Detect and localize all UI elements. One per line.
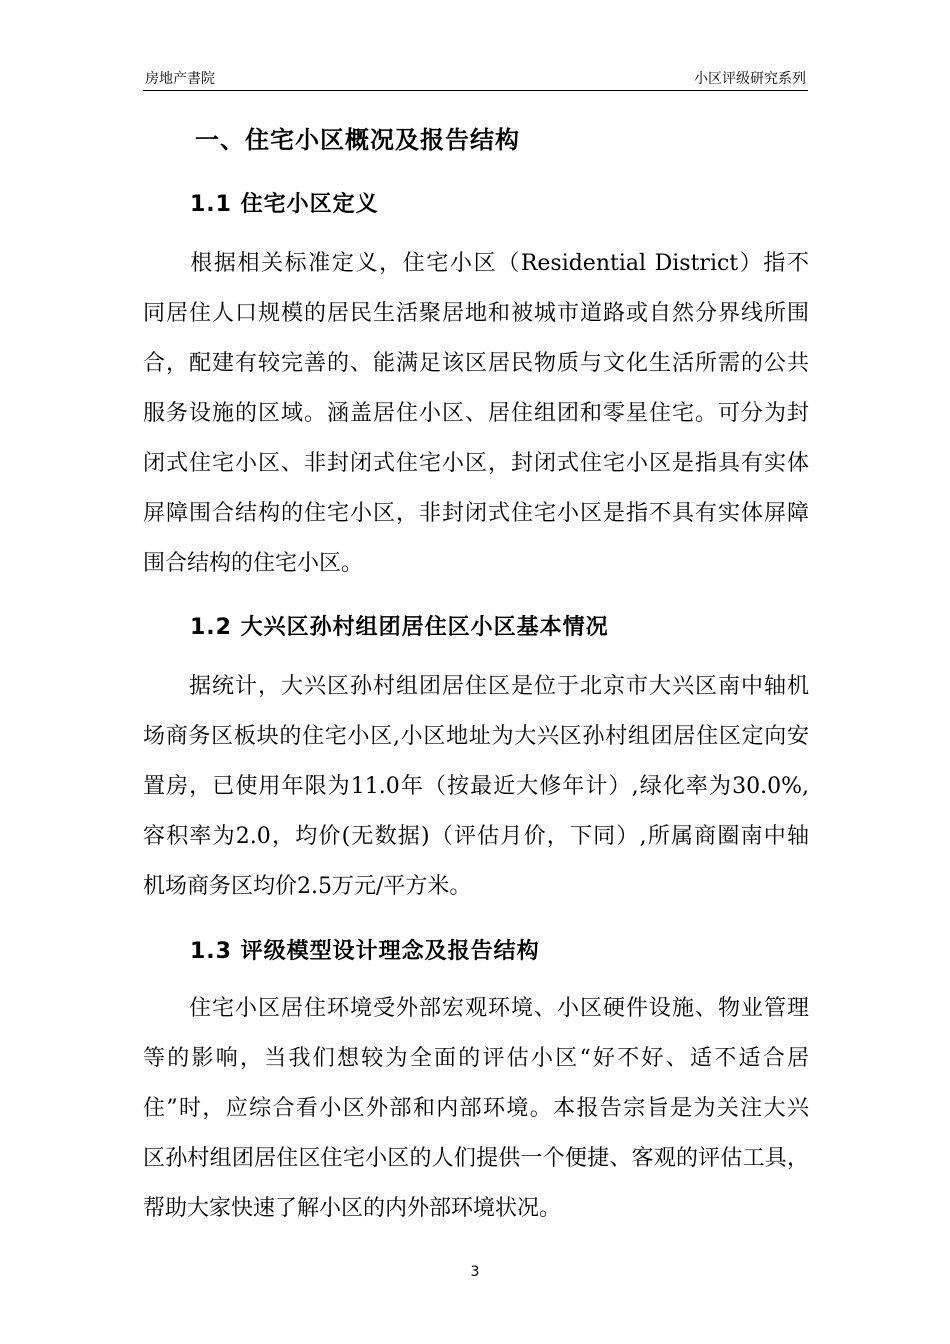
paragraph-line: 合，配建有较完善的、能满足该区居民物质与文化生活所需的公共 bbox=[143, 351, 809, 376]
header-publisher: 房地产書院 bbox=[145, 71, 215, 87]
page-header bbox=[143, 64, 808, 91]
paragraph-line: 服务设施的区域。涵盖居住小区、居住组团和零星住宅。可分为封 bbox=[143, 401, 809, 426]
heading-1-2: 1.2 大兴区孙村组团居住区小区基本情况 bbox=[190, 615, 609, 640]
heading-1-1: 1.1 住宅小区定义 bbox=[190, 192, 379, 217]
paragraph-line: 同居住人口规模的居民生活聚居地和被城市道路或自然分界线所围 bbox=[143, 301, 809, 326]
heading-1-3: 1.3 评级模型设计理念及报告结构 bbox=[190, 939, 540, 964]
paragraph-line: 容积率为2.0，均价(无数据)（评估月价，下同）,所属商圈南中轴 bbox=[143, 824, 809, 849]
paragraph-line: 机场商务区均价2.5万元/平方米。 bbox=[143, 874, 472, 899]
section-title: 一、住宅小区概况及报告结构 bbox=[195, 126, 520, 154]
paragraph-line: 围合结构的住宅小区。 bbox=[143, 551, 364, 576]
paragraph-1-3 bbox=[143, 984, 809, 1234]
paragraph-line: 帮助大家快速了解小区的内外部环境状况。 bbox=[143, 1196, 562, 1221]
paragraph-line: 屏障围合结构的住宅小区，非封闭式住宅小区是指不具有实体屏障 bbox=[143, 501, 809, 526]
paragraph-line: 闭式住宅小区、非封闭式住宅小区，封闭式住宅小区是指具有实体 bbox=[143, 451, 809, 476]
paragraph-line: 置房，已使用年限为11.0年（按最近大修年计）,绿化率为30.0%, bbox=[143, 774, 809, 799]
paragraph-line: 住”时，应综合看小区外部和内部环境。本报告宗旨是为关注大兴 bbox=[143, 1096, 809, 1121]
header-series-title: 小区评级研究系列 bbox=[694, 71, 806, 87]
paragraph-line: 区孙村组团居住区住宅小区的人们提供一个便捷、客观的评估工具， bbox=[143, 1146, 809, 1171]
paragraph-line: 据统计，大兴区孙村组团居住区是位于北京市大兴区南中轴机 bbox=[143, 674, 809, 699]
paragraph-line: 根据相关标准定义，住宅小区（Residential District）指不 bbox=[143, 251, 809, 276]
paragraph-1-1 bbox=[143, 239, 809, 589]
paragraph-line: 场商务区板块的住宅小区,小区地址为大兴区孙村组团居住区定向安 bbox=[143, 724, 809, 749]
paragraph-line: 住宅小区居住环境受外部宏观环境、小区硬件设施、物业管理 bbox=[143, 996, 809, 1021]
page-number: 3 bbox=[470, 1264, 480, 1280]
paragraph-1-2 bbox=[143, 662, 809, 912]
paragraph-line: 等的影响，当我们想较为全面的评估小区“好不好、适不适合居 bbox=[143, 1046, 809, 1071]
